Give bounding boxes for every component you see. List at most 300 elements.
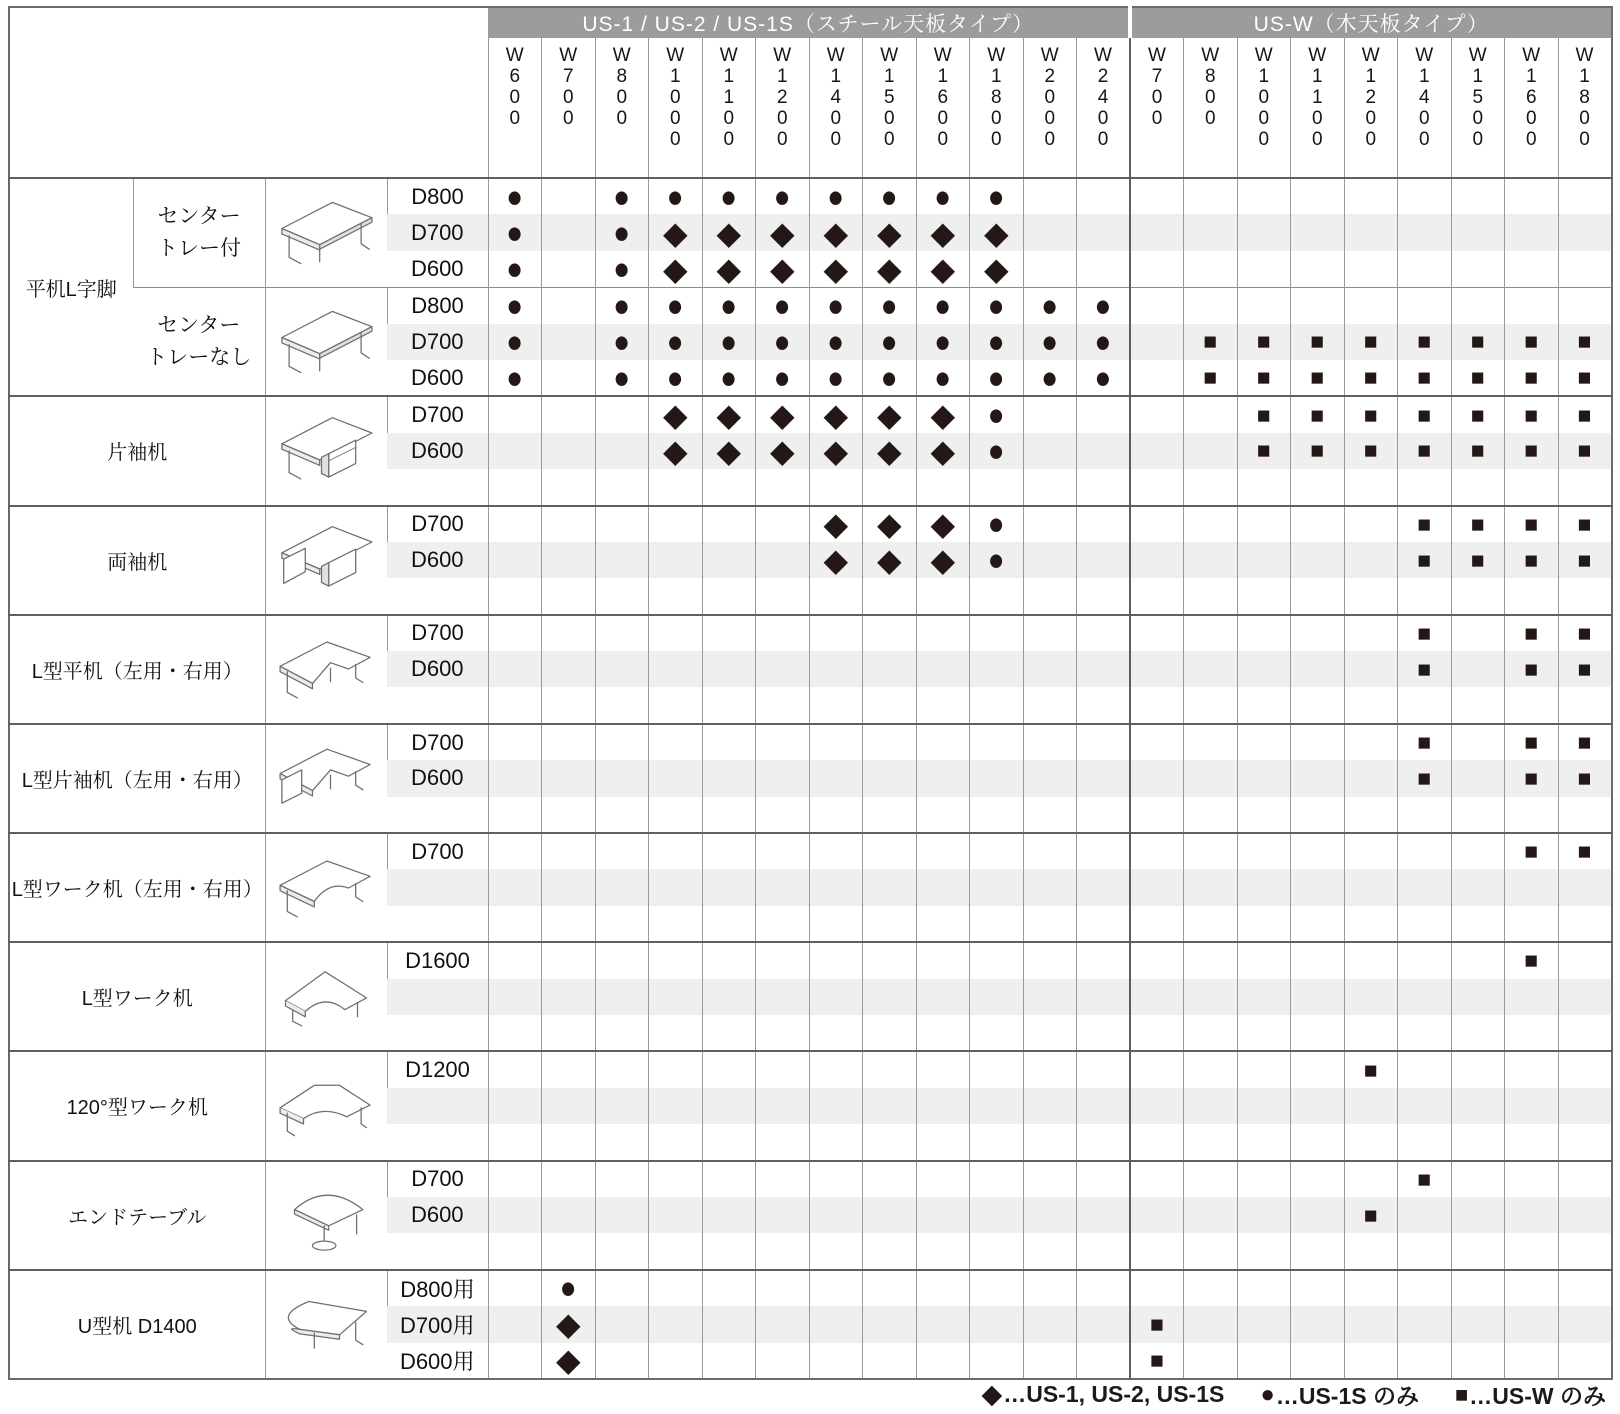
- col-header-wood-W700: W 7 0 0: [1130, 38, 1184, 178]
- cell-empty: [1505, 1343, 1559, 1379]
- cell-empty: [1558, 1124, 1612, 1160]
- cell-empty: [649, 542, 703, 578]
- marker-square: ■: [1451, 360, 1505, 396]
- cell-empty: [1184, 251, 1238, 287]
- square-icon: ■: [1454, 1381, 1469, 1407]
- cell-empty: [970, 1233, 1024, 1269]
- legend-text: …US-1, US-2, US-1S: [1003, 1381, 1225, 1407]
- cell-empty: [595, 724, 649, 760]
- marker-square: ■: [1130, 1343, 1184, 1379]
- cell-empty: [542, 797, 596, 833]
- cell-empty: [542, 396, 596, 432]
- cell-empty: [1023, 906, 1077, 942]
- cell-empty: [595, 578, 649, 614]
- marker-circle: ●: [488, 251, 542, 287]
- cell-empty: [1505, 1197, 1559, 1233]
- cell-empty: [488, 542, 542, 578]
- depth-size-label: D700: [387, 506, 488, 542]
- category-label: L型平机（左用・右用）: [9, 615, 265, 724]
- cell-empty: [756, 1270, 810, 1306]
- marker-circle: ●: [756, 324, 810, 360]
- cell-empty: [1130, 869, 1184, 905]
- cell-empty: [488, 396, 542, 432]
- cell-empty: [863, 1161, 917, 1197]
- cell-empty: [970, 906, 1024, 942]
- col-header-steel-W800: W 8 0 0: [595, 38, 649, 178]
- cell-empty: [542, 469, 596, 505]
- cell-empty: [756, 979, 810, 1015]
- cell-empty: [1558, 1051, 1612, 1087]
- cell-empty: [756, 833, 810, 869]
- depth-size-label: D600: [387, 433, 488, 469]
- cell-empty: [1451, 1343, 1505, 1379]
- marker-circle: ●: [916, 360, 970, 396]
- cell-empty: [809, 979, 863, 1015]
- cell-empty: [1451, 760, 1505, 796]
- cell-empty: [595, 1088, 649, 1124]
- cell-empty: [863, 1051, 917, 1087]
- cell-empty: [595, 1197, 649, 1233]
- cell-empty: [1023, 1088, 1077, 1124]
- cell-empty: [1505, 1124, 1559, 1160]
- cell-empty: [1451, 797, 1505, 833]
- cell-empty: [1237, 651, 1291, 687]
- cell-empty: [649, 1088, 703, 1124]
- desk-l-work-lr-icon: [265, 833, 387, 942]
- cell-empty: [1130, 542, 1184, 578]
- cell-empty: [1077, 651, 1131, 687]
- cell-empty: [1398, 979, 1452, 1015]
- subcategory-label: センター トレー付: [133, 178, 265, 287]
- depth-size-label: D700: [387, 724, 488, 760]
- cell-empty: [1505, 797, 1559, 833]
- cell-empty: [916, 1051, 970, 1087]
- marker-diamond: ◆: [916, 433, 970, 469]
- marker-diamond: ◆: [702, 251, 756, 287]
- marker-square: ■: [1451, 396, 1505, 432]
- category-label: 両袖机: [9, 506, 265, 615]
- marker-circle: ●: [649, 360, 703, 396]
- cell-empty: [649, 1051, 703, 1087]
- cell-empty: [1451, 1124, 1505, 1160]
- legend-item-diamond: [981, 1379, 1224, 1410]
- marker-circle: ●: [649, 178, 703, 214]
- cell-empty: [702, 724, 756, 760]
- table-header: [9, 7, 1612, 178]
- cell-empty: [1184, 615, 1238, 651]
- end-table-icon: [265, 1161, 387, 1270]
- cell-empty: [595, 833, 649, 869]
- marker-square: ■: [1451, 433, 1505, 469]
- marker-circle: ●: [595, 287, 649, 323]
- marker-diamond: ◆: [649, 214, 703, 250]
- cell-empty: [863, 833, 917, 869]
- cell-empty: [1505, 287, 1559, 323]
- cell-empty: [649, 651, 703, 687]
- cell-empty: [1291, 942, 1345, 978]
- cell-empty: [488, 687, 542, 723]
- cell-empty: [1451, 1197, 1505, 1233]
- marker-square: ■: [1398, 433, 1452, 469]
- cell-empty: [1237, 1306, 1291, 1342]
- marker-square: ■: [1558, 651, 1612, 687]
- marker-square: ■: [1505, 396, 1559, 432]
- cell-empty: [1023, 651, 1077, 687]
- cell-empty: [1077, 1015, 1131, 1051]
- cell-empty: [1558, 1197, 1612, 1233]
- cell-empty: [970, 615, 1024, 651]
- depth-size-empty: [387, 797, 488, 833]
- marker-square: ■: [1237, 433, 1291, 469]
- cell-empty: [1237, 724, 1291, 760]
- cell-empty: [809, 869, 863, 905]
- cell-empty: [809, 1306, 863, 1342]
- marker-circle: ●: [916, 287, 970, 323]
- cell-empty: [756, 1343, 810, 1379]
- cell-empty: [809, 1161, 863, 1197]
- cell-empty: [863, 469, 917, 505]
- marker-square: ■: [1237, 360, 1291, 396]
- table-row: [9, 396, 1612, 432]
- cell-empty: [1184, 469, 1238, 505]
- marker-square: ■: [1505, 324, 1559, 360]
- depth-size-label: D800用: [387, 1270, 488, 1306]
- cell-empty: [1237, 1343, 1291, 1379]
- cell-empty: [1184, 942, 1238, 978]
- cell-empty: [1344, 906, 1398, 942]
- cell-empty: [809, 833, 863, 869]
- cell-empty: [1130, 469, 1184, 505]
- marker-square: ■: [1184, 324, 1238, 360]
- depth-size-label: D800: [387, 178, 488, 214]
- cell-empty: [756, 906, 810, 942]
- cell-empty: [1237, 469, 1291, 505]
- cell-empty: [649, 833, 703, 869]
- desk-single-pedestal-icon: [265, 396, 387, 505]
- category-label: L型片袖机（左用・右用）: [9, 724, 265, 833]
- cell-empty: [1558, 1306, 1612, 1342]
- cell-empty: [702, 1015, 756, 1051]
- cell-empty: [542, 1088, 596, 1124]
- cell-empty: [488, 1088, 542, 1124]
- cell-empty: [542, 433, 596, 469]
- marker-diamond: ◆: [863, 433, 917, 469]
- cell-empty: [970, 979, 1024, 1015]
- cell-empty: [542, 1161, 596, 1197]
- size-matrix-table: [8, 6, 1613, 1380]
- marker-circle: ●: [595, 360, 649, 396]
- category-label: 片袖机: [9, 396, 265, 505]
- cell-empty: [756, 1051, 810, 1087]
- cell-empty: [595, 1343, 649, 1379]
- cell-empty: [756, 687, 810, 723]
- marker-diamond: ◆: [702, 214, 756, 250]
- cell-empty: [809, 651, 863, 687]
- marker-diamond: ◆: [809, 506, 863, 542]
- cell-empty: [1291, 797, 1345, 833]
- cell-empty: [1344, 797, 1398, 833]
- diamond-icon: ◆: [981, 1379, 1003, 1409]
- cell-empty: [1398, 1270, 1452, 1306]
- table-row: [9, 833, 1612, 869]
- cell-empty: [542, 724, 596, 760]
- depth-size-label: D600: [410, 255, 464, 281]
- cell-empty: [1291, 1051, 1345, 1087]
- cell-empty: [1398, 1051, 1452, 1087]
- marker-circle: ●: [1077, 324, 1131, 360]
- marker-diamond: ◆: [809, 542, 863, 578]
- cell-empty: [1398, 578, 1452, 614]
- cell-empty: [970, 833, 1024, 869]
- cell-empty: [809, 1124, 863, 1160]
- cell-empty: [1505, 1306, 1559, 1342]
- cell-empty: [595, 1270, 649, 1306]
- cell-empty: [488, 833, 542, 869]
- cell-empty: [542, 760, 596, 796]
- cell-empty: [1291, 979, 1345, 1015]
- cell-empty: [1023, 615, 1077, 651]
- marker-square: ■: [1505, 615, 1559, 651]
- cell-empty: [1184, 1270, 1238, 1306]
- col-header-steel-W1500: W 1 5 0 0: [863, 38, 917, 178]
- table-row: [9, 506, 1612, 542]
- marker-diamond: ◆: [542, 1306, 596, 1342]
- cell-empty: [1237, 578, 1291, 614]
- cell-empty: [863, 760, 917, 796]
- marker-square: ■: [1558, 724, 1612, 760]
- cell-empty: [916, 906, 970, 942]
- cell-empty: [542, 869, 596, 905]
- desk-l-flat-icon: [265, 615, 387, 724]
- cell-empty: [1130, 942, 1184, 978]
- category-label: エンドテーブル: [9, 1161, 265, 1270]
- cell-empty: [1130, 833, 1184, 869]
- cell-empty: [1077, 833, 1131, 869]
- cell-empty: [649, 869, 703, 905]
- marker-square: ■: [1398, 1161, 1452, 1197]
- cell-empty: [1077, 687, 1131, 723]
- cell-empty: [1130, 1051, 1184, 1087]
- cell-empty: [702, 942, 756, 978]
- cell-empty: [1291, 287, 1345, 323]
- cell-empty: [702, 1306, 756, 1342]
- cell-empty: [1291, 1343, 1345, 1379]
- cell-empty: [1291, 760, 1345, 796]
- desk-flat-l-leg-icon: [265, 178, 387, 287]
- cell-empty: [1451, 287, 1505, 323]
- cell-empty: [916, 687, 970, 723]
- cell-empty: [1077, 433, 1131, 469]
- cell-empty: [1291, 506, 1345, 542]
- cell-empty: [863, 797, 917, 833]
- marker-circle: ●: [863, 360, 917, 396]
- marker-square: ■: [1505, 760, 1559, 796]
- cell-empty: [756, 1161, 810, 1197]
- marker-diamond: ◆: [756, 433, 810, 469]
- cell-empty: [1451, 1015, 1505, 1051]
- depth-size-empty: [387, 906, 488, 942]
- cell-empty: [542, 906, 596, 942]
- cell-empty: [595, 869, 649, 905]
- col-header-steel-W700: W 7 0 0: [542, 38, 596, 178]
- marker-square: ■: [1344, 433, 1398, 469]
- cell-empty: [542, 542, 596, 578]
- cell-empty: [702, 1088, 756, 1124]
- cell-empty: [756, 615, 810, 651]
- cell-empty: [649, 942, 703, 978]
- cell-empty: [488, 469, 542, 505]
- table-row: [9, 178, 1612, 214]
- depth-size-empty: [387, 687, 488, 723]
- cell-empty: [542, 287, 596, 323]
- cell-empty: [1130, 724, 1184, 760]
- marker-square: ■: [1558, 360, 1612, 396]
- marker-circle: ●: [809, 178, 863, 214]
- cell-empty: [1023, 1233, 1077, 1269]
- cell-empty: [1130, 251, 1184, 287]
- depth-size-label: D700: [387, 214, 488, 250]
- category-label: 平机L字脚: [9, 178, 133, 396]
- cell-empty: [756, 724, 810, 760]
- marker-circle: ●: [756, 287, 810, 323]
- marker-circle: ●: [863, 287, 917, 323]
- cell-empty: [1023, 942, 1077, 978]
- cell-empty: [970, 1015, 1024, 1051]
- cell-empty: [1451, 869, 1505, 905]
- marker-square: ■: [1130, 1306, 1184, 1342]
- cell-empty: [702, 1051, 756, 1087]
- cell-empty: [1505, 906, 1559, 942]
- cell-empty: [649, 578, 703, 614]
- marker-circle: ●: [970, 178, 1024, 214]
- marker-square: ■: [1398, 760, 1452, 796]
- depth-size-empty: [387, 469, 488, 505]
- cell-empty: [1023, 979, 1077, 1015]
- cell-empty: [1023, 687, 1077, 723]
- marker-diamond: ◆: [756, 396, 810, 432]
- legend-item-square: [1455, 1378, 1606, 1411]
- cell-empty: [916, 1270, 970, 1306]
- cell-empty: [756, 542, 810, 578]
- cell-empty: [1077, 1197, 1131, 1233]
- cell-empty: [1077, 396, 1131, 432]
- marker-circle: ●: [488, 324, 542, 360]
- cell-empty: [970, 578, 1024, 614]
- desk-l-single-pedestal-icon: [265, 724, 387, 833]
- cell-empty: [702, 615, 756, 651]
- cell-empty: [702, 651, 756, 687]
- cell-empty: [1344, 869, 1398, 905]
- cell-empty: [1451, 1270, 1505, 1306]
- cell-empty: [1505, 214, 1559, 250]
- cell-empty: [542, 615, 596, 651]
- cell-empty: [863, 1197, 917, 1233]
- cell-empty: [809, 724, 863, 760]
- cell-empty: [1558, 869, 1612, 905]
- cell-empty: [1291, 1124, 1345, 1160]
- cell-empty: [649, 760, 703, 796]
- cell-empty: [1184, 396, 1238, 432]
- cell-empty: [916, 942, 970, 978]
- cell-empty: [863, 615, 917, 651]
- cell-empty: [488, 615, 542, 651]
- cell-empty: [1077, 979, 1131, 1015]
- cell-empty: [488, 1306, 542, 1342]
- cell-empty: [1130, 433, 1184, 469]
- marker-square: ■: [1344, 1197, 1398, 1233]
- cell-empty: [702, 1124, 756, 1160]
- marker-circle: ●: [488, 178, 542, 214]
- cell-empty: [809, 687, 863, 723]
- cell-empty: [595, 942, 649, 978]
- cell-empty: [1237, 906, 1291, 942]
- cell-empty: [1291, 724, 1345, 760]
- cell-empty: [1451, 178, 1505, 214]
- cell-empty: [916, 979, 970, 1015]
- cell-empty: [1023, 760, 1077, 796]
- cell-empty: [1344, 1161, 1398, 1197]
- cell-empty: [1130, 578, 1184, 614]
- cell-empty: [916, 469, 970, 505]
- cell-empty: [1237, 942, 1291, 978]
- depth-size-label: D700用: [387, 1306, 488, 1342]
- cell-empty: [863, 942, 917, 978]
- cell-empty: [702, 506, 756, 542]
- marker-square: ■: [1505, 724, 1559, 760]
- marker-square: ■: [1344, 1051, 1398, 1087]
- cell-empty: [1077, 1088, 1131, 1124]
- marker-diamond: ◆: [916, 251, 970, 287]
- marker-square: ■: [1344, 360, 1398, 396]
- col-header-wood-W1500: W 1 5 0 0: [1451, 38, 1505, 178]
- cell-empty: [1130, 1233, 1184, 1269]
- cell-empty: [488, 760, 542, 796]
- cell-empty: [863, 578, 917, 614]
- cell-empty: [1505, 251, 1559, 287]
- circle-icon: ●: [1260, 1380, 1275, 1408]
- cell-empty: [1398, 469, 1452, 505]
- table-row: [9, 1270, 1612, 1306]
- cell-empty: [488, 724, 542, 760]
- cell-empty: [863, 651, 917, 687]
- marker-circle: ●: [702, 324, 756, 360]
- depth-size-label: D700: [387, 1161, 488, 1197]
- cell-empty: [1558, 1343, 1612, 1379]
- marker-diamond: ◆: [649, 433, 703, 469]
- col-header-steel-W2400: W 2 4 0 0: [1077, 38, 1131, 178]
- cell-empty: [1237, 1161, 1291, 1197]
- cell-empty: [916, 615, 970, 651]
- cell-empty: [1077, 906, 1131, 942]
- cell-empty: [809, 1015, 863, 1051]
- cell-empty: [1023, 1197, 1077, 1233]
- corner-cell: [9, 7, 488, 178]
- cell-empty: [1344, 760, 1398, 796]
- cell-empty: [542, 1015, 596, 1051]
- cell-empty: [1344, 1343, 1398, 1379]
- marker-square: ■: [1398, 396, 1452, 432]
- marker-circle: ●: [488, 360, 542, 396]
- cell-empty: [1237, 687, 1291, 723]
- table-row: [9, 1051, 1612, 1087]
- cell-empty: [542, 1197, 596, 1233]
- marker-diamond: ◆: [649, 251, 703, 287]
- cell-empty: [916, 651, 970, 687]
- cell-empty: [1184, 1015, 1238, 1051]
- marker-circle: ●: [809, 287, 863, 323]
- cell-empty: [809, 942, 863, 978]
- cell-empty: [1291, 542, 1345, 578]
